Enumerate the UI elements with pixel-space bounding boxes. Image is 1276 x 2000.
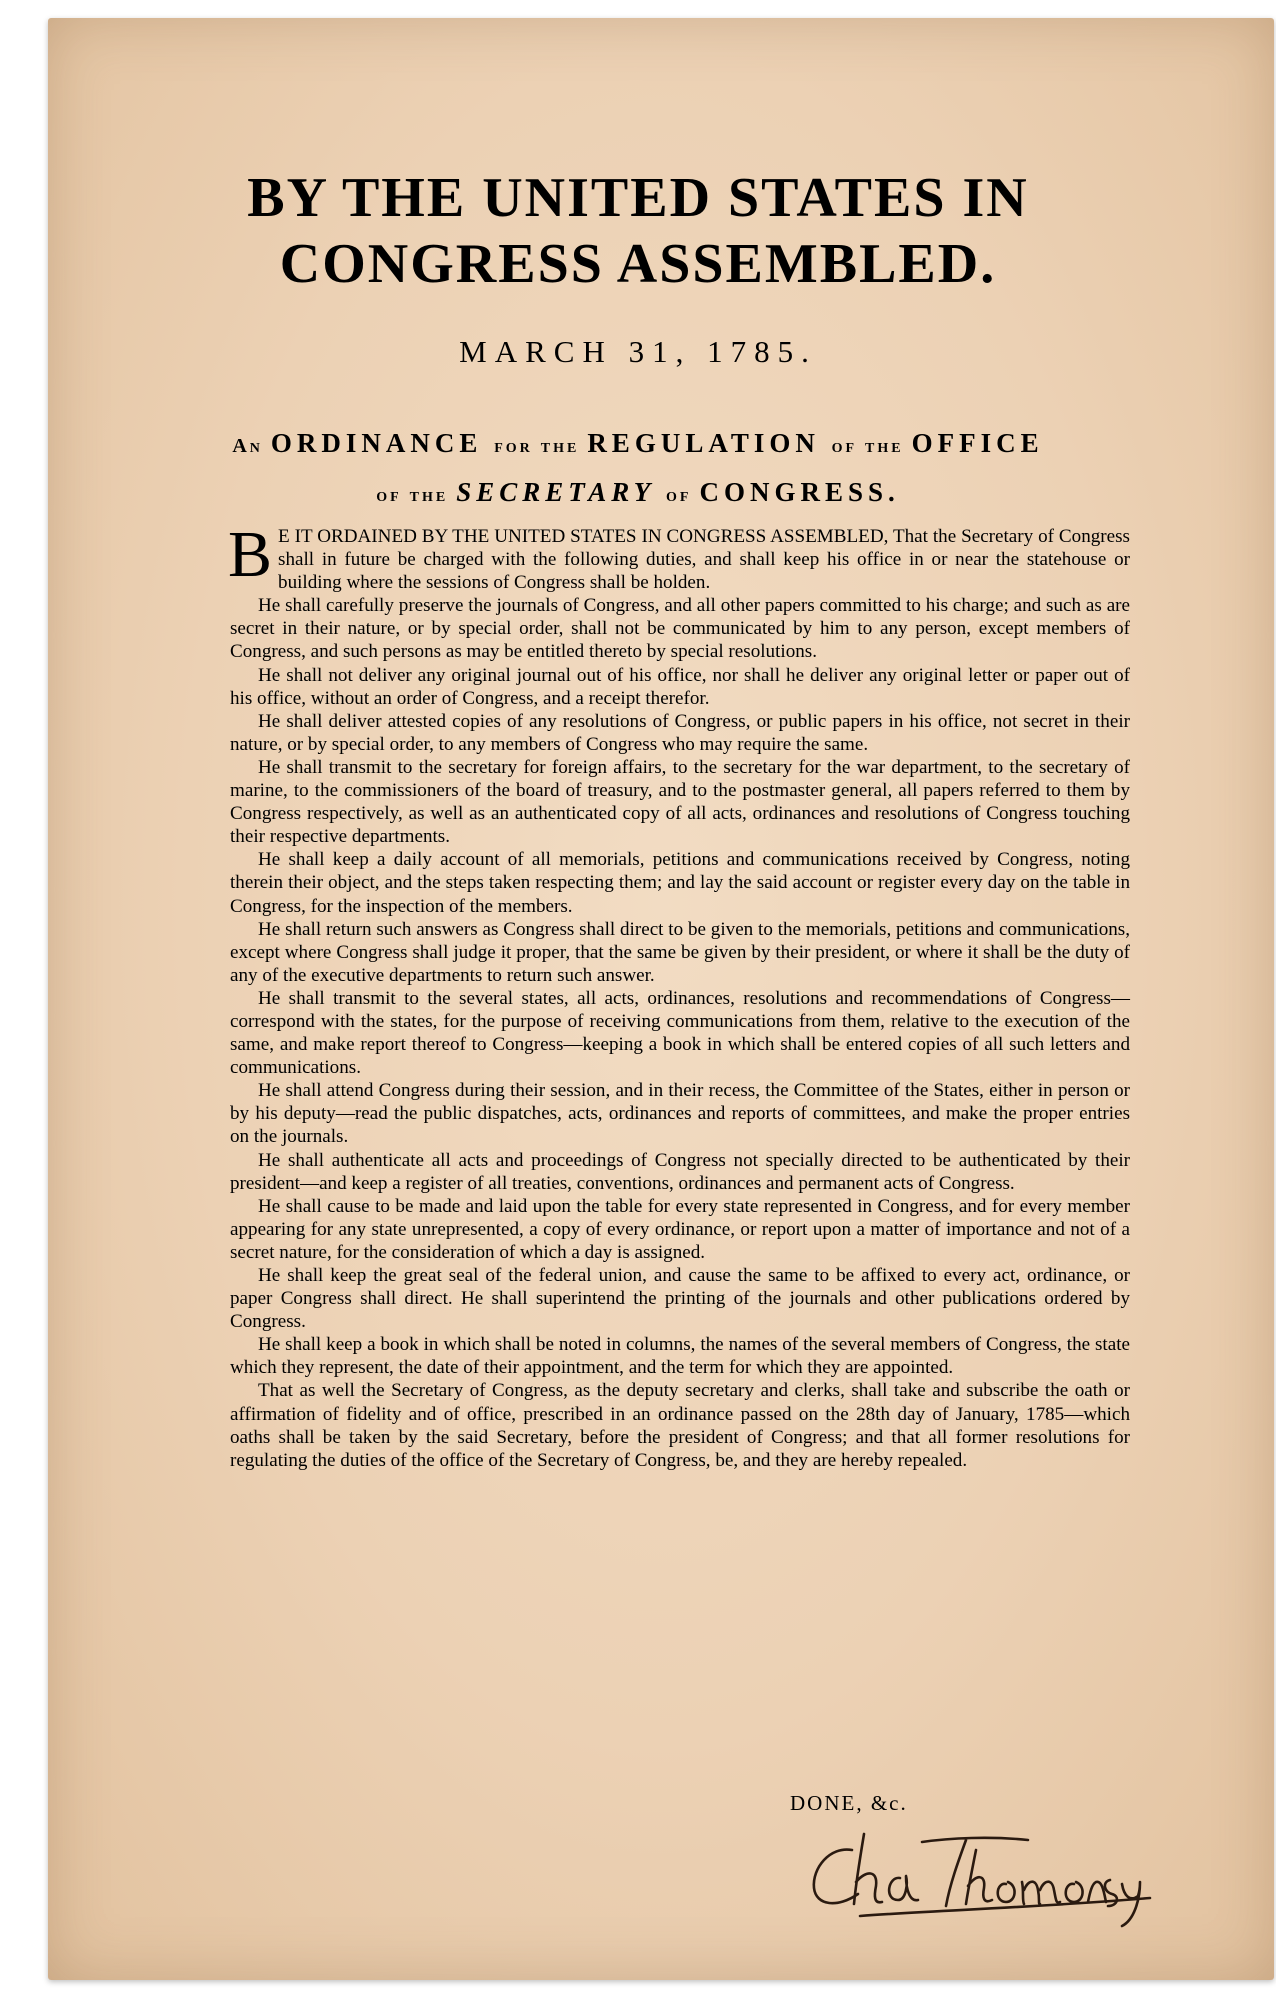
paragraph: He shall deliver attested copies of any resolutions of Congress, or public papers in his office, not secret in their nature, or by special order, to any members of Congress who may require the same. xyxy=(230,710,1130,755)
paragraph: He shall carefully preserve the journals of Congress, and all other papers committed to his charge; and such as are secret in their nature, or by special order, shall not be communicated by him to any person, except members of Congress, and such persons as may be entitled thereto by special resolutions. xyxy=(230,595,1130,663)
paragraph: That as well the Secretary of Congress, as the deputy secretary and clerks, shall take and subscribe the oath or affirmation of fidelity and of office, prescribed in an ordinance passed on the 28th day of January, 1785—which oaths shall be taken by the said Secretary, before the president of Congress; and that all former resolutions for regulating the duties of the office of the Secretary of Congress, be, and they are hereby repealed. xyxy=(230,1380,1130,1471)
closing-text: DONE, &c. xyxy=(790,1791,908,1815)
paragraph: He shall attend Congress during their session, and in their recess, the Committee of the States, either in person or by his deputy—read the public dispatches, acts, ordinances and reports of committees, and make the proper entries on the journals. xyxy=(230,1080,1130,1148)
document-date: MARCH 31, 1785. xyxy=(459,334,817,369)
heading-line-1: An ORDINANCE for the REGULATION of the OFFICE xyxy=(232,428,1044,458)
ordinance-body xyxy=(228,518,1130,1472)
paragraph: He shall keep a daily account of all memorials, petitions and communications received by Congress, noting therein their object, and the steps taken respecting them; and lay the said account or register every day on the table in Congress, for the inspection of the members. xyxy=(230,849,1130,917)
document-title xyxy=(0,165,1276,297)
paragraph: He shall keep the great seal of the federal union, and cause the same to be affixed to every act, ordinance, or paper Congress shall direct. He shall superintend the printing of the journals and other publications ordered by Congress. xyxy=(230,1265,1130,1333)
paragraph: He shall transmit to the several states, all acts, ordinances, resolutions and recommendations of Congress—correspond with the states, for the purpose of receiving communications from them, relative to the execution of the same, and make report thereof to Congress—keeping a book in which shall be entered copies of all such letters and communications. xyxy=(230,987,1130,1079)
paragraph: He shall authenticate all acts and proceedings of Congress not specially directed to be authenticated by their president—and keep a register of all treaties, conventions, ordinances and permanent acts of Congress. xyxy=(230,1149,1130,1194)
ordinance-heading xyxy=(0,420,1276,518)
heading-line-2: of the SECRETARY of CONGRESS. xyxy=(376,477,900,507)
handwritten-signature xyxy=(800,1820,1160,1930)
paragraph: He shall return such answers as Congress shall direct to be given to the memorials, petitions and communications, except where Congress shall judge it proper, that the same be given by their president, or where it shall be the duty of any of the executive departments to return such answer. xyxy=(230,918,1130,986)
paragraph: He shall not deliver any original journal out of his office, nor shall he deliver any original letter or paper out of his office, without an order of Congress, and a receipt therefor. xyxy=(230,664,1130,709)
drop-cap: B xyxy=(228,518,273,591)
paragraph: B E IT ORDAINED BY THE UNITED STATES IN CONGRESS ASSEMBLED, That the Secretary of Congress shall in future be charged with the following duties, and shall keep his office in or near the statehouse or building where the sessions of Congress shall be holden. xyxy=(228,518,1130,594)
title-line-2: CONGRESS ASSEMBLED. xyxy=(279,233,997,295)
paragraph: He shall transmit to the secretary for foreign affairs, to the secretary for the war department, to the secretary of marine, to the commissioners of the board of treasury, and to the postmaster general, all papers referred to them by Congress respectively, as well as an authenticated copy of all acts, ordinances and resolutions of Congress touching their respective departments. xyxy=(230,756,1130,848)
paragraph: He shall keep a book in which shall be noted in columns, the names of the several members of Congress, the state which they represent, the date of their appointment, and the term for which they are appointed. xyxy=(230,1334,1130,1379)
title-line-1: BY THE UNITED STATES IN xyxy=(247,167,1029,229)
paragraph: He shall cause to be made and laid upon the table for every state represented in Congress, and for every member appearing for any state unrepresented, a copy of every ordinance, or report upon a matter of importance and not of a secret nature, for the consideration of which a day is assigned. xyxy=(230,1195,1130,1263)
